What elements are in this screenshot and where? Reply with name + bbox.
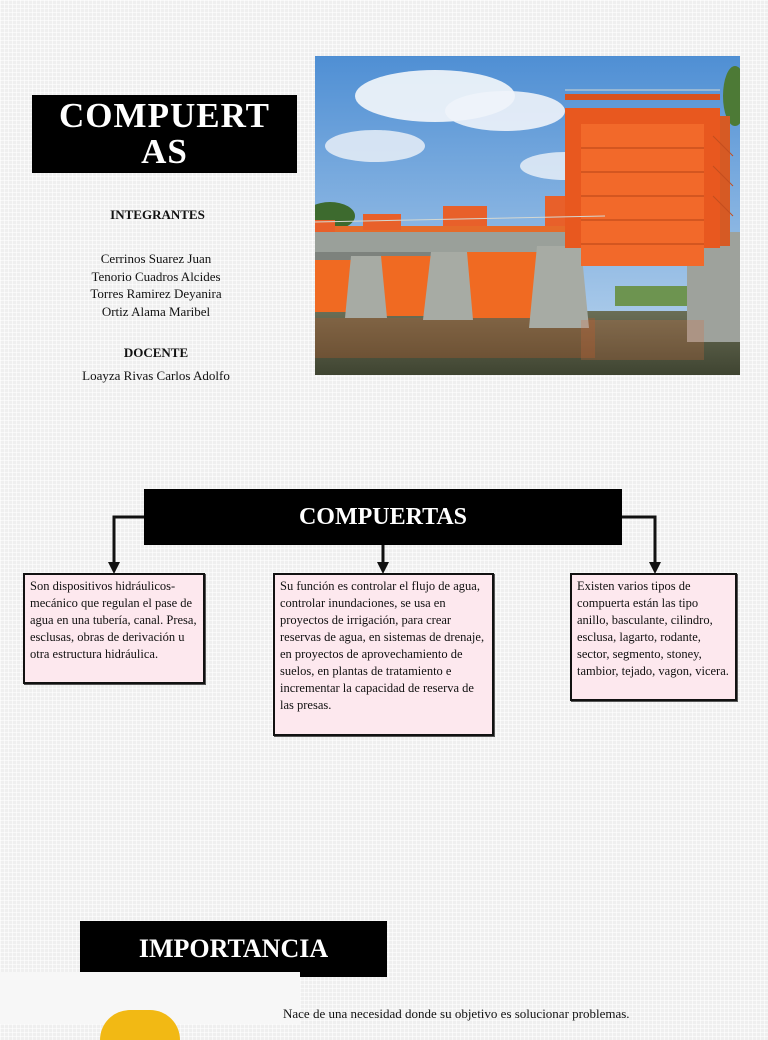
teacher-name: Loayza Rivas Carlos Adolfo [82,368,230,383]
importance-text: Nace de una necesidad donde su objetivo es solucionar problemas. [283,1006,630,1021]
yellow-hardhat-icon [100,1010,180,1040]
team-heading: INTEGRANTES [110,207,205,222]
team-member: Tenorio Cuadros Alcides [91,268,221,284]
definition-card: Son dispositivos hidráulicos-mecánico que regulan el pase de agua en una tubería, canal. Presa, esclusas, obras de derivación u otra estructura hidráulica. [23,573,205,684]
types-card: Existen varios tipos de compuerta están las tipo anillo, basculante, cilindro, esclusa, lagarto, rodante, sector, segmento, stoney, tambior, tejado, vagon, vicera. [570,573,737,701]
teacher-heading: DOCENTE [123,345,189,360]
concept-map-central-label: COMPUERTAS [298,503,468,530]
importance-heading-box [80,921,387,977]
page-title-text: COMPUERTAS [59,96,270,171]
team-member: Ortiz Alama Maribel [101,303,211,319]
function-card: Su función es controlar el flujo de agua, controlar inundaciones, se usa en proyectos de irrigación, para crear reservas de agua, en sistemas de drenaje, en proyectos de aprovechamiento de suelos, en plantas de tratamiento e incrementar la capacidad de reserva de las presas. [273,573,494,736]
bottom-panel [0,972,300,1024]
team-member: Torres Ramirez Deyanira [90,286,222,301]
importance-heading: IMPORTANCIA [138,934,329,963]
concept-map-central [144,489,622,545]
team-member: Cerrinos Suarez Juan [100,251,212,266]
